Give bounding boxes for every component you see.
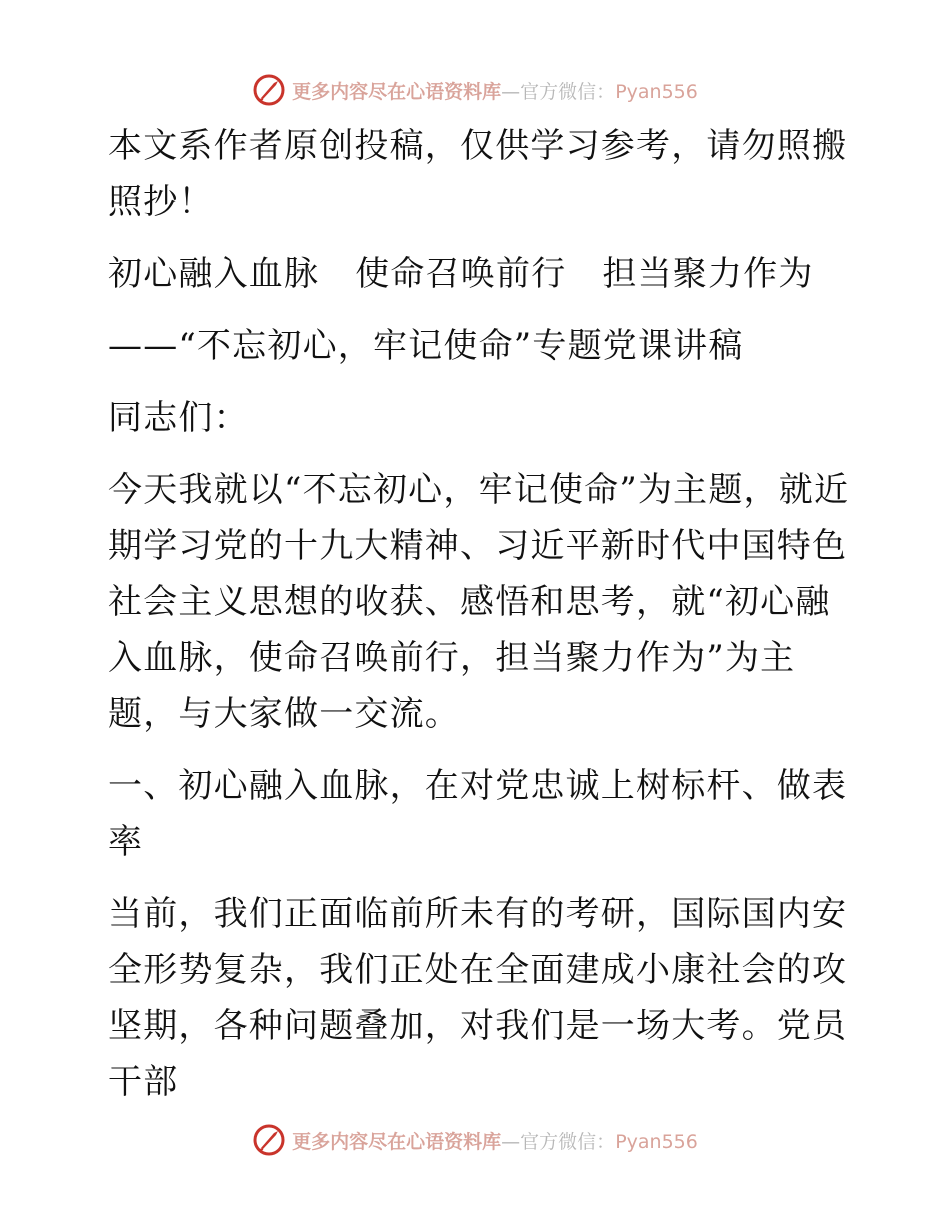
watermark-separator: —: [501, 80, 521, 103]
watermark-main: 更多内容尽在心语资料库: [292, 80, 502, 103]
title-part-3: 担当聚力作为: [602, 254, 814, 294]
title-part-1: 初心融入血脉: [108, 254, 320, 294]
greeting: 同志们：: [108, 398, 249, 438]
section-1-body: 当前，我们正面临前所未有的考研，国际国内安全形势复杂，我们正处在全面建成小康社会的攻坚期，各种问题叠加，对我们是一场大考。党员干部: [108, 894, 848, 1102]
section-1-heading: 一、初心融入血脉，在对党忠诚上树标杆、做表率: [108, 766, 848, 862]
title-part-2: 使命召唤前行: [355, 254, 567, 294]
intro-paragraph: 今天我就以“不忘初心，牢记使命”为主题，就近期学习党的十九大精神、习近平新时代中国特色社会主义思想的收获、感悟和思考，就“初心融入血脉，使命召唤前行，担当聚力作为”为主题，与大家做一交流。: [108, 470, 850, 734]
quill-pen-logo-icon: [252, 73, 286, 107]
header-watermark: [0, 70, 950, 110]
watermark-separator: —: [501, 1130, 521, 1153]
copyright-notice: 本文系作者原创投稿，仅供学习参考，请勿照搬照抄！: [108, 126, 848, 222]
document-body: [98, 118, 858, 1110]
document-title: [98, 246, 858, 302]
watermark-text: [292, 77, 698, 104]
quill-pen-logo-icon: [252, 1123, 286, 1157]
watermark-wechat-label: 官方微信：: [520, 80, 616, 103]
document-subtitle: ——“不忘初心，牢记使命”专题党课讲稿: [108, 326, 744, 366]
watermark-wechat-label: 官方微信：: [520, 1130, 616, 1153]
watermark-handle: Pyan556: [615, 80, 698, 103]
watermark-text: [292, 1127, 698, 1154]
watermark-main: 更多内容尽在心语资料库: [292, 1130, 502, 1153]
footer-watermark: [0, 1120, 950, 1160]
watermark-handle: Pyan556: [615, 1130, 698, 1153]
